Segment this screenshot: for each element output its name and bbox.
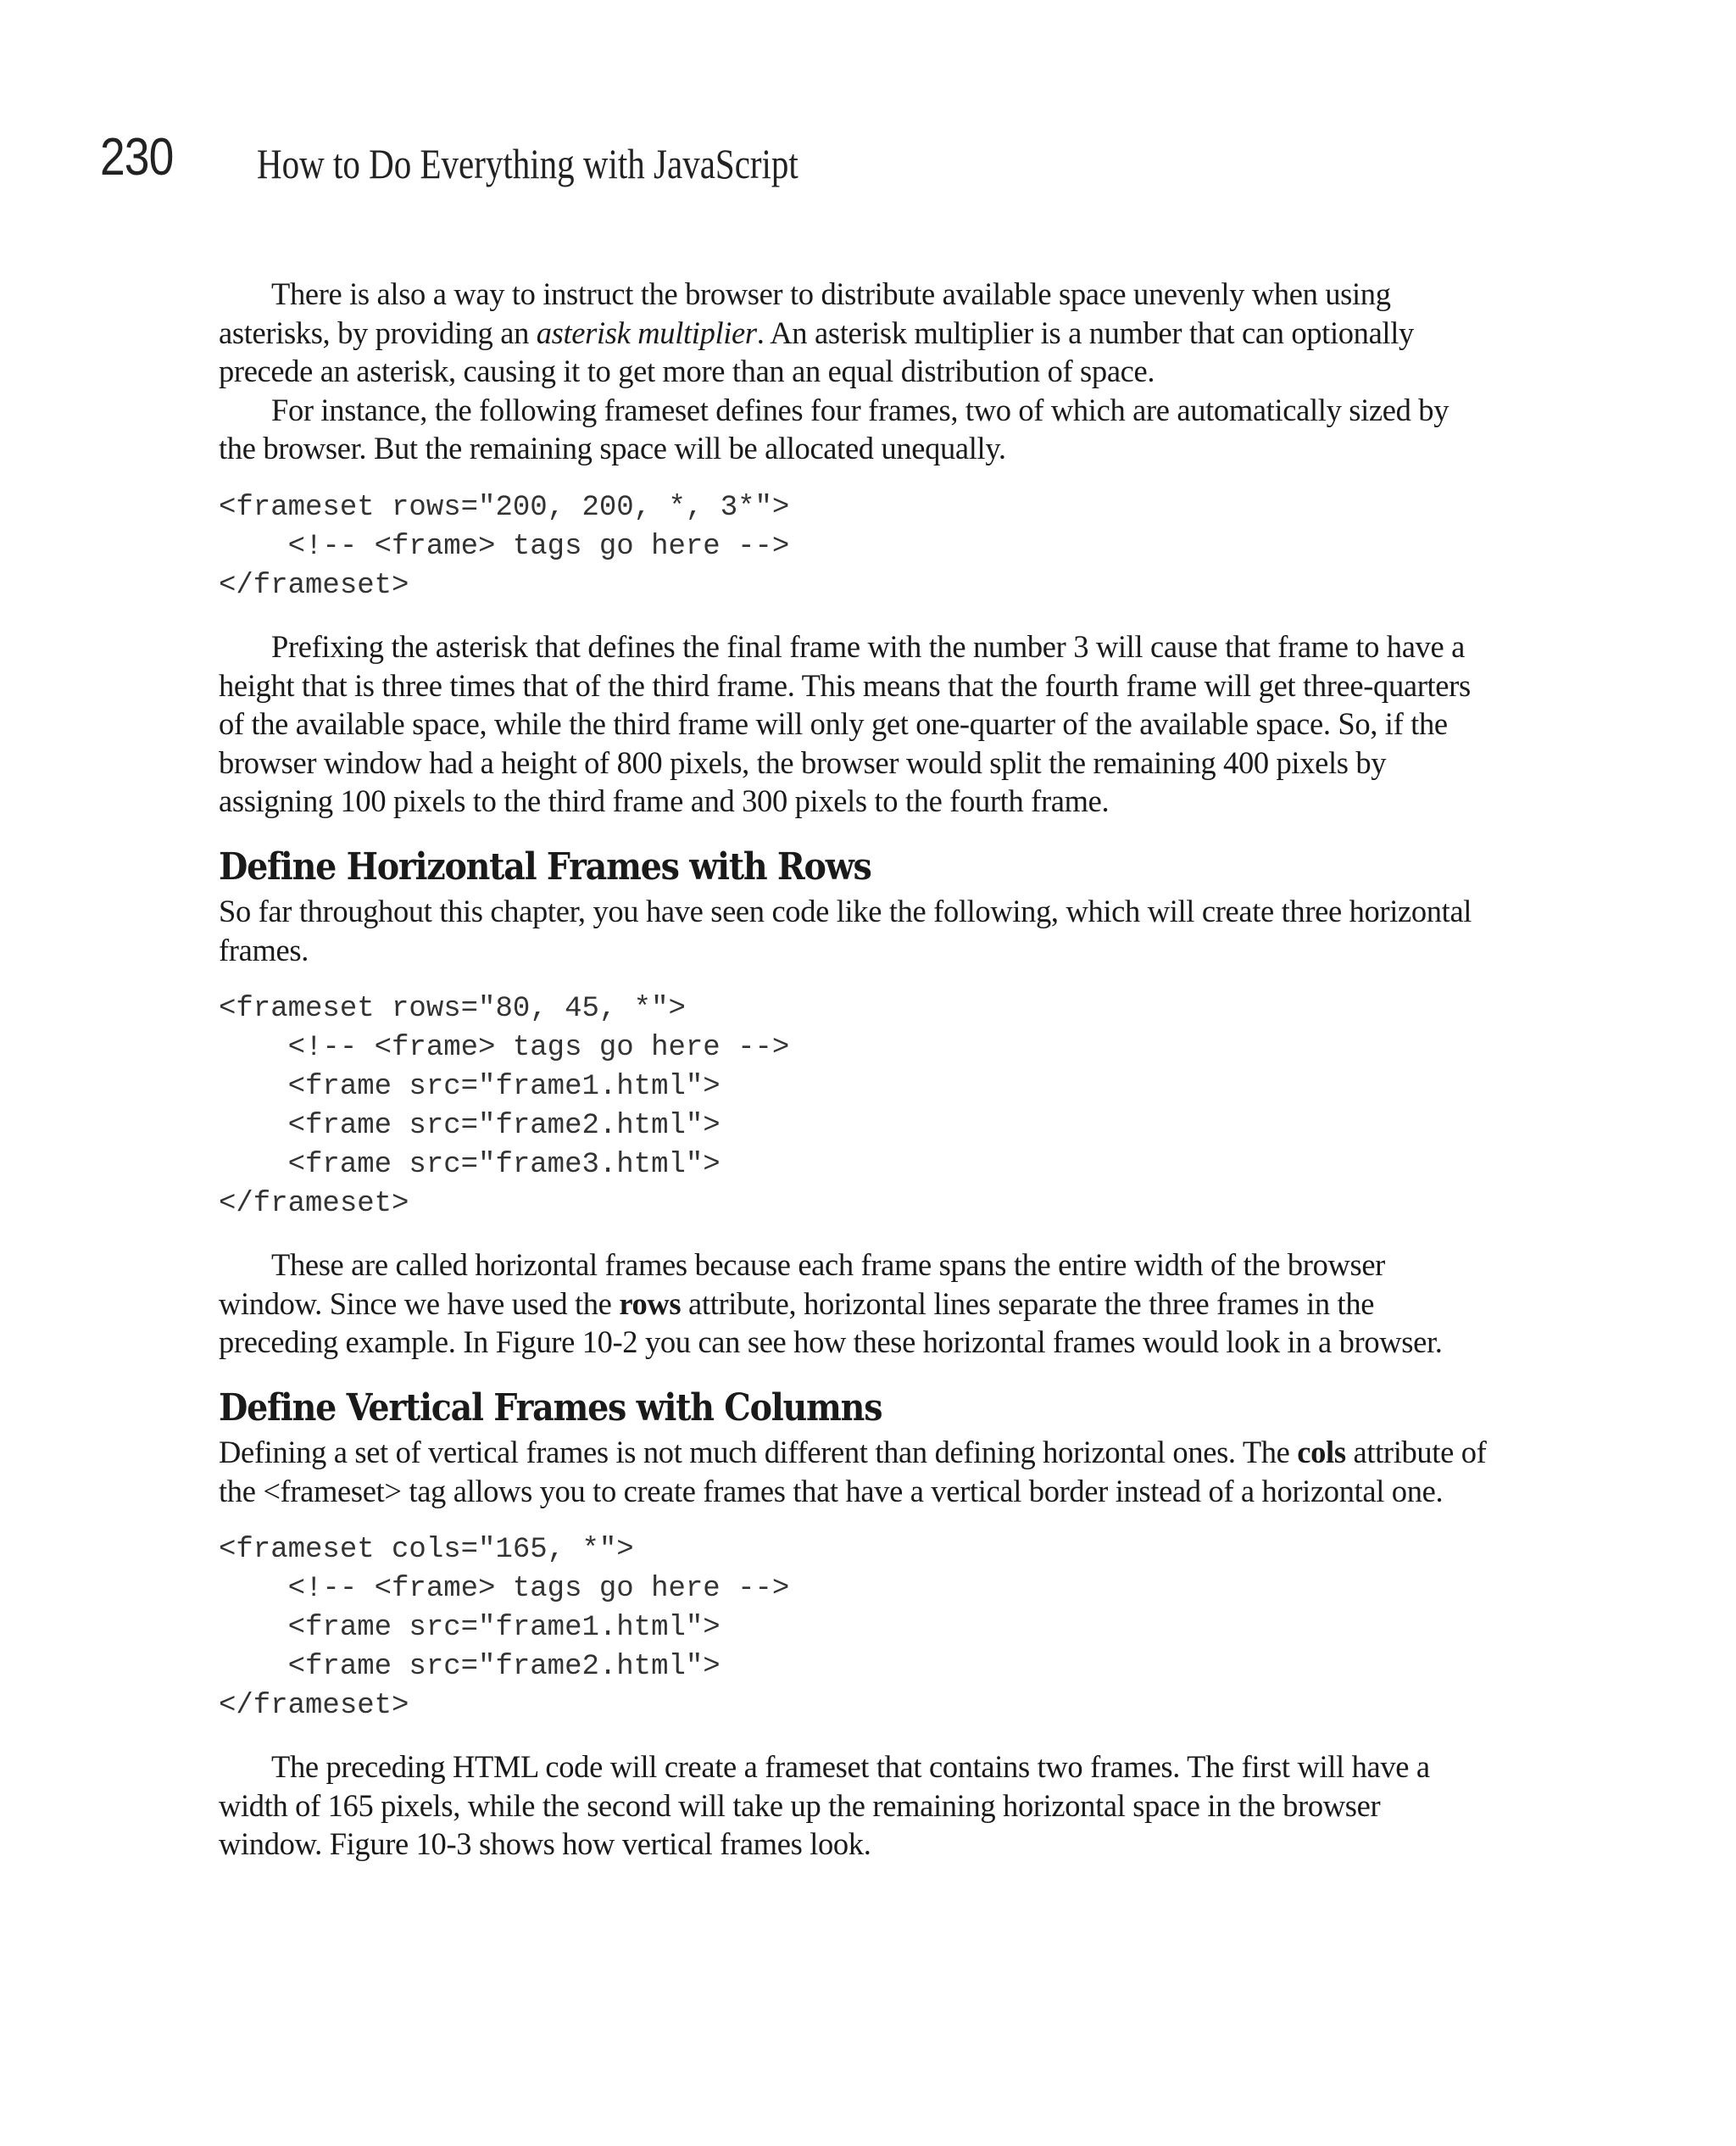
asterisk-multiplier-term: asterisk multiplier (536, 315, 757, 350)
heading-vertical-frames: Define Vertical Frames with Columns (219, 1385, 882, 1430)
code-example-cols: <frameset cols="165, *"> <!-- <frame> tags go here --> <frame src="frame1.html"> <frame src="frame2.html"> </frameset> (219, 1534, 790, 1723)
page-body (219, 275, 1490, 1864)
rows-attribute-term: rows (619, 1285, 682, 1321)
rows-paragraph-1: So far throughout this chapter, you have seen code like the following, which will create three horizontal frames. (219, 893, 1472, 967)
running-title: How to Do Everything with JavaScript (257, 140, 798, 187)
intro-paragraph-2: For instance, the following frameset defines four frames, two of which are automatically sized by the browser. But the remaining space will be allocated unequally. (219, 392, 1449, 466)
intro-paragraph-3: Prefixing the asterisk that defines the final frame with the number 3 will cause that frame to have a height that is three times that of the third frame. This means that the fourth frame will get three-quarters of the available space, while the third frame will only get one-quarter of the available space. So, if the browser window had a height of 800 pixels, the browser would split the remaining 400 pixels by assigning 100 pixels to the third frame and 300 pixels to the fourth frame. (219, 628, 1471, 819)
intro-paragraph-1 (219, 275, 1490, 391)
page-number: 230 (100, 128, 174, 187)
cols-paragraph-2: The preceding HTML code will create a frameset that contains two frames. The first will have a width of 165 pixels, while the second will take up the remaining horizontal space in the browser window. Figure 10-3 shows how vertical frames look. (219, 1749, 1430, 1862)
code-example-rows-multiplier: <frameset rows="200, 200, *, 3*"> <!-- <frame> tags go here --> </frameset> (219, 491, 790, 602)
cols-attribute-term: cols (1297, 1434, 1346, 1469)
cols-paragraph-1-text-b: attribute of the <frameset> tag allows you to create frames that have a vertical border instead of a horizontal one. (219, 1434, 1487, 1508)
cols-paragraph-1-text-a: Defining a set of vertical frames is not much different than defining horizontal ones. The (219, 1434, 1298, 1469)
cols-paragraph-1 (219, 1433, 1490, 1510)
rows-paragraph-2-text-a: These are called horizontal frames because each frame spans the entire width of the browser window. Since we have used the (219, 1247, 1385, 1321)
code-example-rows: <frameset rows="80, 45, *"> <!-- <frame> tags go here --> <frame src="frame1.html"> <frame src="frame2.html"> <frame src="frame3.html"> </frameset> (219, 993, 790, 1221)
intro-paragraph-1-text-b: . An asterisk multiplier is a number that can optionally precede an asterisk, causing it to get more than an equal distribution of space. (219, 315, 1414, 389)
rows-paragraph-2 (219, 1246, 1490, 1362)
heading-horizontal-frames: Define Horizontal Frames with Rows (219, 844, 871, 889)
rows-paragraph-2-text-b: attribute, horizontal lines separate the three frames in the preceding example. In Figure 10-2 you can see how these horizontal frames would look in a browser. (219, 1285, 1443, 1360)
intro-paragraph-1-text-a: There is also a way to instruct the browser to distribute available space unevenly when using asterisks, by providing an (219, 276, 1391, 350)
page-header (100, 119, 1456, 195)
